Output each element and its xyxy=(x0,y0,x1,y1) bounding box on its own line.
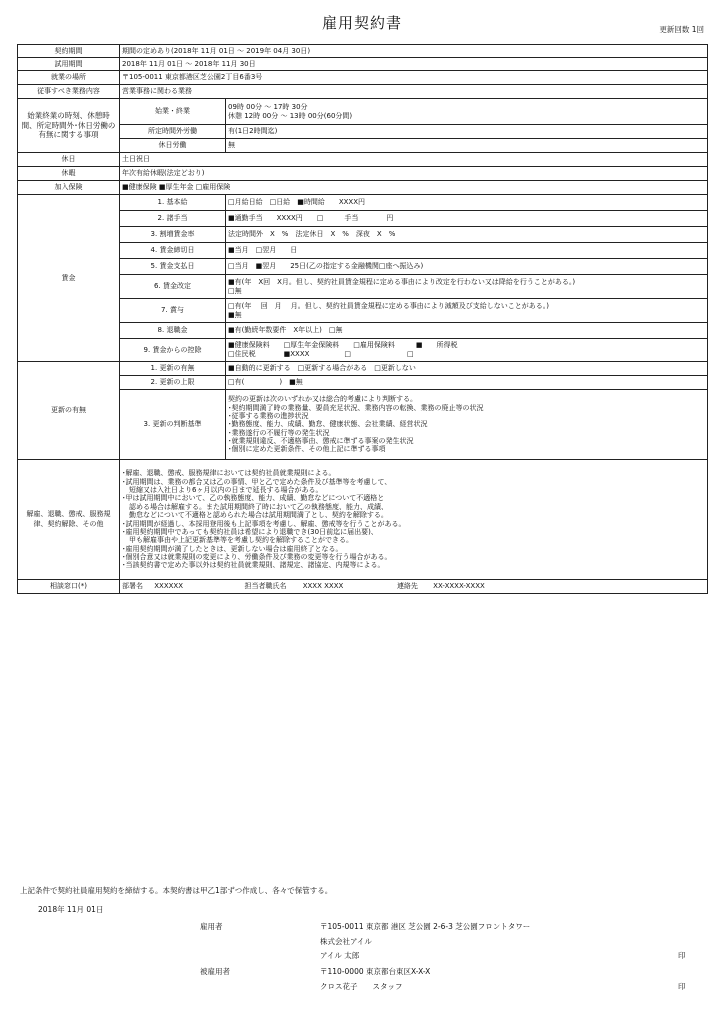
wage-item-label: 5. 賃金支払日 xyxy=(120,259,226,275)
overtime-value: 有(1日2時間迄) xyxy=(226,125,708,139)
insurance-label: 加入保険 xyxy=(18,181,120,195)
person-value: XXXX XXXX xyxy=(302,582,344,591)
contract-table xyxy=(17,44,708,594)
dismissal-line: ･雇用契約期間中であっても契約社員は希望により退職でき(30日前迄に届出要)、 xyxy=(122,527,378,536)
wage-revision-line2: □無 xyxy=(228,286,242,295)
contract-date: 2018年 11月 01日 xyxy=(38,905,104,914)
dismissal-line: 認める場合は解雇する。また試用期間終了時において乙の執務態度、能力、成績、 xyxy=(122,502,388,511)
criteria-line: ･就業規則違反、不適格事由、懲戒に準ずる事案の発生状況 xyxy=(228,437,414,446)
wage-item-value: ■当月 □翌月 日 xyxy=(226,243,708,259)
contact-label: 連絡先 xyxy=(396,582,418,591)
wage-item-value: ■通勤手当 XXXX円 □ 手当 円 xyxy=(226,211,708,227)
bonus-line1: □有(年 回 月 月。但し、契約社員賃金規程に定める事由により減額及び支給しないことがある。) xyxy=(228,301,550,310)
dismissal-line: ･解雇、退職、懲戒、服務規律においては契約社員就業規則による。 xyxy=(122,469,336,478)
start-end-line1: 09時 00分 ～ 17時 30分 xyxy=(228,102,308,111)
criteria-line: ･勤務態度、能力、成績、勤怠、健康状態、会社業績、経営状況 xyxy=(228,420,428,429)
criteria-line: ･個別に定めた更新条件、その他上記に準ずる事項 xyxy=(228,445,386,454)
renewal-item-label: 1. 更新の有無 xyxy=(120,362,226,376)
renewal-criteria-list xyxy=(226,390,708,460)
employee-seal: 印 xyxy=(678,982,686,991)
working-hours-label: 始業終業の時刻、休憩時間、所定時間外･休日労働の有無に関する事項 xyxy=(18,99,120,153)
consultation-value xyxy=(120,580,708,594)
person-label: 担当者職氏名 xyxy=(244,582,287,591)
wage-item-value xyxy=(226,275,708,299)
criteria-line: ･契約期間満了時の業務量、要員充足状況、業務内容の転換、業務の廃止等の状況 xyxy=(228,403,484,412)
criteria-line: ･従事する業務の進捗状況 xyxy=(228,411,309,420)
overtime-label: 所定時間外労働 xyxy=(120,125,226,139)
start-end-label: 始業・終業 xyxy=(120,99,226,125)
renewal-criteria-label: 3. 更新の判断基準 xyxy=(120,390,226,460)
dismissal-line: ･当該契約書で定めた事以外は契約社員就業規則、諸規定、諸協定、内規等による。 xyxy=(122,561,385,570)
duties-label: 従事すべき業務内容 xyxy=(18,85,120,99)
renewal-item-label: 2. 更新の上限 xyxy=(120,376,226,390)
employer-name: アイル 太郎 xyxy=(320,951,360,960)
workplace-value: 〒105-0011 東京都港区芝公園2丁目6番3号 xyxy=(120,71,708,85)
insurance-value: ■健康保険 ■厚生年金 □雇用保険 xyxy=(120,181,708,195)
wage-item-value xyxy=(226,299,708,323)
closing-statement: 上記条件で契約社員雇用契約を締結する。本契約書は甲乙1部ずつ作成し、各々で保管する。 xyxy=(20,886,333,895)
dept-value: XXXXXX xyxy=(154,582,184,591)
wage-item-label: 7. 賞与 xyxy=(120,299,226,323)
trial-period-label: 試用期間 xyxy=(18,58,120,71)
contract-period-value: 期間の定めあり(2018年 11月 01日 ～ 2019年 04月 30日) xyxy=(120,45,708,58)
employee-address: 〒110-0000 東京都台東区X-X-X xyxy=(320,967,431,976)
bonus-line2: ■無 xyxy=(228,310,242,319)
document-title: 雇用契約書 xyxy=(321,14,402,32)
wage-item-label: 8. 退職金 xyxy=(120,323,226,339)
wage-item-label: 6. 賃金改定 xyxy=(120,275,226,299)
holidays-value: 土日祝日 xyxy=(120,153,708,167)
dismissal-line: ･甲は試用期間中において、乙の執務態度、能力、成績、勤怠などについて不適格と xyxy=(122,494,385,503)
deduction-line2: □住民税 ■XXXX □ □ xyxy=(228,350,414,358)
dismissal-line: ･個別合意又は就業規則の変更により、労働条件及び業務の変更等を行う場合がある。 xyxy=(122,553,392,562)
employee-name: クロス花子 スタッフ xyxy=(320,982,403,991)
wage-item-label: 1. 基本給 xyxy=(120,195,226,211)
employee-label: 被雇用者 xyxy=(200,967,230,976)
dismissal-line: ･試用期間が経過し、本採用登用後も上記事項を考慮し、解雇、懲戒等を行うことがある。 xyxy=(122,519,406,528)
workplace-label: 就業の場所 xyxy=(18,71,120,85)
wage-item-value: □月給日給 □日給 ■時間給 XXXX円 xyxy=(226,195,708,211)
dismissal-line: ･試用期間は、業務の都合又は乙の事情、甲と乙で定めた条件及び基準等を考慮して、 xyxy=(122,477,392,486)
employer-seal: 印 xyxy=(678,951,686,960)
renewal-item-value: ■自動的に更新する □更新する場合がある □更新しない xyxy=(226,362,708,376)
criteria-line: 契約の更新は次のいずれか又は総合的考慮により判断する。 xyxy=(228,395,417,404)
renewal-label: 更新の有無 xyxy=(18,362,120,460)
wages-label: 賃金 xyxy=(18,195,120,362)
wage-item-label: 3. 割増賃金率 xyxy=(120,227,226,243)
wage-item-value: 法定時間外 X % 法定休日 X % 深夜 X % xyxy=(226,227,708,243)
employer-address: 〒105-0011 東京都 港区 芝公園 2-6-3 芝公園フロントタワー xyxy=(320,922,531,931)
wage-item-label: 2. 諸手当 xyxy=(120,211,226,227)
dismissal-label: 解雇、退職、懲戒、服務規律、契約解除、その他 xyxy=(18,460,120,580)
dept-label: 部署名 xyxy=(122,582,143,591)
start-end-value xyxy=(226,99,708,125)
contact-value: XX-XXXX-XXXX xyxy=(433,582,485,591)
consultation-label: 相談窓口(*) xyxy=(18,580,120,594)
holidays-label: 休日 xyxy=(18,153,120,167)
criteria-line: ･業務遂行の不履行等の発生状況 xyxy=(228,428,330,437)
holiday-work-value: 無 xyxy=(226,139,708,153)
renewal-count: 更新回数 1回 xyxy=(659,25,704,34)
holiday-work-label: 休日労働 xyxy=(120,139,226,153)
employer-company: 株式会社アイル xyxy=(320,937,372,946)
wage-item-label: 9. 賃金からの控除 xyxy=(120,339,226,362)
dismissal-text xyxy=(120,460,708,580)
dismissal-line: ･雇用契約期間が満了したときは、更新しない場合は雇用終了となる。 xyxy=(122,544,343,553)
dismissal-line: 勤怠などについて不適格と認められた場合は試用期間満了とし、契約を解除する。 xyxy=(122,511,388,520)
renewal-item-value: □有( ) ■無 xyxy=(226,376,708,390)
deduction-line1: ■健康保険料 □厚生年金保険料 □雇用保険料 ■ 所得税 xyxy=(228,341,458,350)
wage-revision-line1: ■有(年 X回 X月。但し、契約社員賃金規程に定める事由により改定を行わない又は降給を行うことがある。) xyxy=(228,277,576,286)
leave-label: 休暇 xyxy=(18,167,120,181)
trial-period-value: 2018年 11月 01日 ～ 2018年 11月 30日 xyxy=(120,58,708,71)
start-end-line2: 休憩 12時 00分 ～ 13時 00分(60分間) xyxy=(228,111,353,120)
wage-item-value: □当月 ■翌月 25日(乙の指定する金融機関□座へ振込み) xyxy=(226,259,708,275)
dismissal-line: 甲も解雇事由や上記更新基準等を考慮し契約を解除することができる。 xyxy=(122,536,353,545)
leave-value: 年次有給休暇(法定どおり) xyxy=(120,167,708,181)
wage-item-value xyxy=(226,339,708,362)
wage-item-label: 4. 賃金締切日 xyxy=(120,243,226,259)
employer-label: 雇用者 xyxy=(200,922,223,931)
duties-value: 営業事務に関わる業務 xyxy=(120,85,708,99)
contract-period-label: 契約期間 xyxy=(18,45,120,58)
dismissal-line: 短縮又は入社日より6ヶ月以内の日まで延長する場合がある。 xyxy=(122,485,323,494)
wage-item-value: ■有(勤続年数要件 X年以上) □無 xyxy=(226,323,708,339)
